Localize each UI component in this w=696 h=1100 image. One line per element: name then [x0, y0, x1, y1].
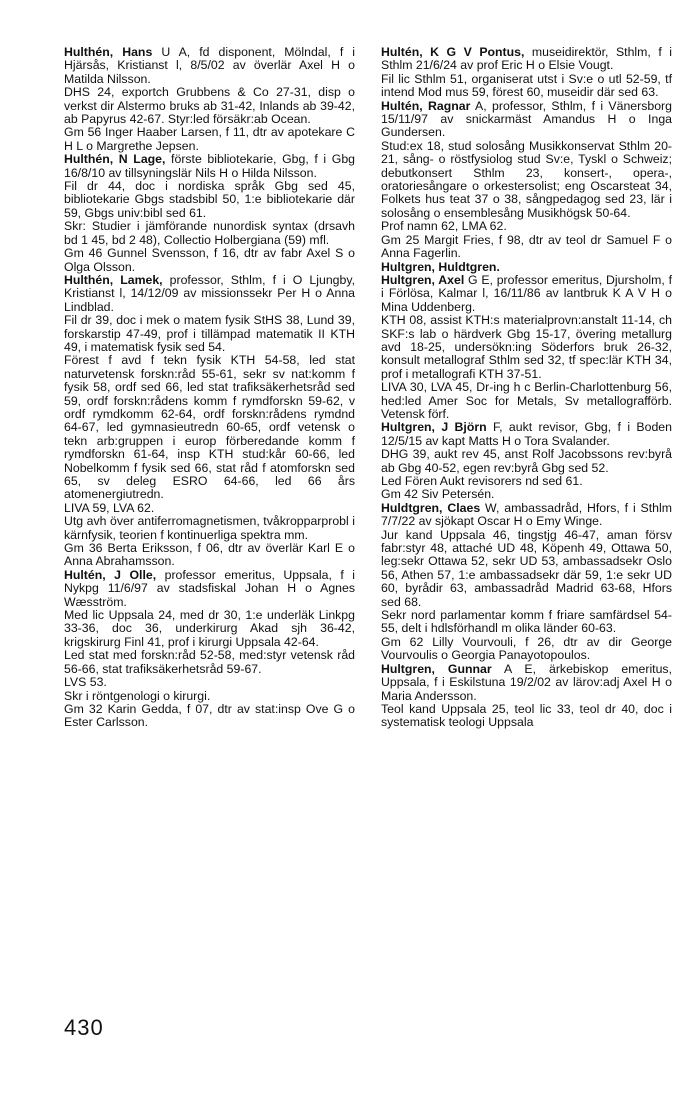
- entry-text: A, professor, Sthlm, f i Vänersborg 15/11/97 av snickarmäst Amandus H o Inga Gundersen.: [381, 98, 672, 140]
- entry-text: Utg avh över antiferromagnetismen, tvåkropparprobl i kärnfysik, teorien f kontinuerliga spektra mm.: [64, 514, 355, 542]
- entry-detail-paragraph: [64, 676, 355, 689]
- entry-text: LIVA 59, LVA 62.: [64, 500, 155, 515]
- entry-name: Hultén, K G V Pontus,: [381, 45, 525, 59]
- entry-detail-paragraph: [381, 381, 672, 421]
- entry-detail-paragraph: [64, 126, 355, 153]
- entry-text: Led stat med forskn:råd 52-58, med:styr vetensk råd 56-66, stat trafiksäkerhetsråd 59-67.: [64, 648, 355, 676]
- entry-detail-paragraph: [64, 703, 355, 730]
- entry-name: Hulthén, N Lage,: [64, 152, 166, 167]
- entry-text: förste bibliotekarie, Gbg, f i Gbg 16/8/10 av tillsyningslär Nils H o Hilda Nilsson.: [64, 152, 356, 180]
- entry-text: LVS 53.: [64, 675, 107, 690]
- entry-text: professor, Sthlm, f i O Ljungby, Kristianst l, 14/12/09 av missionssekr Per H o Anna Lindblad.: [64, 272, 355, 314]
- entry-text: Gm 32 Karin Gedda, f 07, dtr av stat:insp Ove G o Ester Carlsson.: [64, 701, 355, 730]
- entry-text: Fil lic Sthlm 51, organiserat utst i Sv:e o utl 52-59, tf intend Mod mus 59, förest 60, museidir där sed 63.: [381, 71, 672, 100]
- left-column: [64, 46, 355, 730]
- entry-text: Prof namn 62, LMA 62.: [381, 219, 507, 234]
- entry-text: Gm 36 Berta Eriksson, f 06, dtr av överlär Karl E o Anna Abrahamsson.: [64, 541, 355, 569]
- entry-name: Hultgren, Axel: [381, 272, 465, 287]
- entry-text: museidirektör, Sthlm, f i Sthlm 21/6/24 av prof Eric H o Elsie Vougt.: [381, 45, 672, 73]
- entry-text: Med lic Uppsala 24, med dr 30, 1:e underläk Linkpg 33-36, doc 36, underkirurg Akad sjh 36-42, krigskirurg Finl 41, prof i kirurgi Uppsala 42-64.: [64, 608, 355, 649]
- entry-paragraph: [381, 46, 672, 73]
- entry-paragraph: [64, 274, 355, 314]
- entry-text: KTH 08, assist KTH:s materialprovn:anstalt 11-14, ch SKF:s lab o härdverk Gbg 15-17, övering metallurg avd 18-25, undersökn:ing Söderfors bruk 26-32, konsult metallograf Sthlm sed 32, tf spec:lär KTH 34, prof i metallografi KTH 37-51.: [381, 313, 672, 381]
- entry-text: Stud:ex 18, stud solosång Musikkonservat Sthlm 20-21, sång- o röstfysiolog stud Sv:e, Tyskl o Schweiz; debutkonsert Sthlm 23, konsert-, opera-, oratoriesångare o orkestersolist; eng Oscarsteat 34, Folkets hus teat 37 o 38, sångpedagog sed 23, lär i solosång o ensemblesång Musikhögsk 50-64.: [381, 138, 672, 220]
- entry-detail-paragraph: [381, 636, 672, 663]
- entry-text: Skr i röntgenologi o kirurgi.: [64, 688, 211, 703]
- entry-text: Förest f avd f tekn fysik KTH 54-58, led stat naturvetensk forskn:råd 55-61, sekr sv nat:komm f fysik 58, ordf sed 66, led stat trafiksäkerhetsråd sed 59, ordf forskn:rådens komm f rymdforskn 59-62, v ordf rymdkomm 62-64, ordf forskn:rådens rymdnd 64-67, led gymnasieutredn 60-65, ordf vetensk o tekn arb:gruppen i europ förberedande komm f rymdforskn 61-64, insp KTH stud:kår 60-66, led Nobelkomm f fysik sed 66, stat råd f atomforskn sed 65, sv deleg ESRO 64-66, led 66 års atomenergiutredn.: [64, 353, 355, 502]
- entry-detail-paragraph: [381, 609, 672, 636]
- entry-detail-paragraph: [64, 220, 355, 247]
- entry-name: Huldtgren, Claes: [381, 500, 481, 515]
- entry-text: Gm 25 Margit Fries, f 98, dtr av teol dr Samuel F o Anna Fagerlin.: [381, 232, 672, 261]
- entry-detail-paragraph: [64, 86, 355, 126]
- entry-text: Led Fören Aukt revisorers nd sed 61.: [381, 474, 583, 488]
- entry-detail-paragraph: [64, 542, 355, 569]
- entry-detail-paragraph: [64, 609, 355, 649]
- entry-paragraph: [64, 46, 355, 86]
- entry-detail-paragraph: [64, 690, 355, 703]
- entry-detail-paragraph: [381, 220, 672, 233]
- entry-text: Fil dr 39, doc i mek o matem fysik StHS 38, Lund 39, forskarstip 47-49, prof i tillämpad matematik II KTH 49, i matematisk fysik sed 54.: [64, 313, 355, 354]
- entry-paragraph: [381, 100, 672, 140]
- entry-text: G E, professor emeritus, Djursholm, f i Förlösa, Kalmar l, 16/11/86 av lantbruk K A V H o Mina Uddenberg.: [381, 272, 672, 314]
- entry-text: DHG 39, aukt rev 45, anst Rolf Jacobssons rev:byrå ab Gbg 40-52, egen rev:byrå Gbg sed 52.: [381, 447, 672, 475]
- entry-name: Hulthén, Hans: [64, 45, 153, 59]
- entry-text: U A, fd disponent, Mölndal, f i Hjärsås, Kristianst l, 8/5/02 av överlär Axel H o Matilda Nilsson.: [64, 45, 355, 86]
- entry-name: Hultén, J Olle,: [64, 567, 157, 582]
- entry-detail-paragraph: [381, 703, 672, 730]
- entry-name: Hulthén, Lamek,: [64, 272, 163, 287]
- entry-text: F, aukt revisor, Gbg, f i Boden 12/5/15 av kapt Matts H o Tora Svalander.: [381, 420, 672, 448]
- entry-text: Gm 46 Gunnel Svensson, f 16, dtr av fabr Axel S o Olga Olsson.: [64, 246, 355, 274]
- entry-detail-paragraph: [64, 515, 355, 542]
- entry-text: Jur kand Uppsala 46, tingstjg 46-47, aman försv fabr:styr 48, attaché UD 48, Köpenh 49, Ottawa 50, leg:sekr Ottawa 52, sekr UD 53, ambassadsekr Oslo 56, Athen 57, 1:e ambassadsekr där 59, 1:e sekr UD 60, byrådir 63, ambassadråd Madrid 63-68, Hfors sed 68.: [381, 527, 672, 609]
- entry-paragraph: [381, 663, 672, 703]
- entry-detail-paragraph: [64, 247, 355, 274]
- entry-text: professor emeritus, Uppsala, f i Nykpg 11/6/97 av stadsfiskal Johan H o Agnes Wæsström.: [64, 567, 356, 609]
- entry-paragraph: [64, 153, 355, 180]
- entry-detail-paragraph: [381, 314, 672, 381]
- entry-detail-paragraph: [381, 73, 672, 100]
- entry-text: DHS 24, exportch Grubbens & Co 27-31, disp o verkst dir Alstermo bruks ab 31-42, Inlands ab 39-42, ab Papyrus 42-67. Styr:led försäkr:ab Ocean.: [64, 85, 355, 127]
- entry-detail-paragraph: [381, 448, 672, 475]
- entry-text: Gm 62 Lilly Vourvouli, f 26, dtr av dir George Vourvoulis o Georgia Panayotopoulos.: [381, 634, 672, 663]
- entry-text: W, ambassadråd, Hfors, f i Sthlm 7/7/22 av sjökapt Oscar H o Emy Winge.: [381, 500, 672, 529]
- entry-text: A E, ärkebiskop emeritus, Uppsala, f i Eskilstuna 19/2/02 av lärov:adj Axel H o Maria Andersson.: [381, 661, 672, 703]
- entry-paragraph: [64, 569, 355, 609]
- entry-paragraph: [381, 274, 672, 314]
- entry-detail-paragraph: [64, 314, 355, 354]
- entry-text: Skr: Studier i jämförande nunordisk syntax (drsavh bd 1 45, bd 2 48), Collectio Holbergiana (59) mfl.: [64, 219, 355, 247]
- page-number: 430: [64, 1015, 104, 1040]
- entry-detail-paragraph: [64, 180, 355, 220]
- entry-name: Hultgren, Gunnar: [381, 661, 492, 676]
- entry-name: Hultén, Ragnar: [381, 98, 471, 113]
- entry-text: Fil dr 44, doc i nordiska språk Gbg sed 45, bibliotekarie Gbgs stadsbibl 50, 1:e bibliotekarie där 59, Gbgs univ:bibl sed 61.: [64, 179, 355, 220]
- entry-text: LIVA 30, LVA 45, Dr-ing h c Berlin-Charlottenburg 56, hed:led Amer Soc for Metals, Sv metallografförb. Vetensk förf.: [381, 380, 672, 421]
- entry-text: Gm 56 Inger Haaber Larsen, f 11, dtr av apotekare C H L o Margrethe Jepsen.: [64, 125, 355, 153]
- entry-detail-paragraph: [64, 649, 355, 676]
- entry-detail-paragraph: [64, 354, 355, 501]
- entry-text: Teol kand Uppsala 25, teol lic 33, teol dr 40, doc i systematisk teologi Uppsala: [381, 701, 672, 730]
- entry-name: Hultgren, Huldtgren.: [381, 259, 500, 274]
- entry-text: Gm 42 Siv Petersén.: [381, 487, 495, 502]
- entry-name: Hultgren, J Björn: [381, 420, 487, 435]
- entry-detail-paragraph: [381, 529, 672, 609]
- entry-detail-paragraph: [381, 234, 672, 261]
- right-column: [381, 46, 672, 730]
- entry-detail-paragraph: [381, 475, 672, 488]
- entry-paragraph: [381, 502, 672, 529]
- entry-detail-paragraph: [64, 502, 355, 515]
- entry-detail-paragraph: [381, 140, 672, 220]
- entry-detail-paragraph: [381, 488, 672, 501]
- entry-paragraph: [381, 421, 672, 448]
- entry-paragraph: [381, 261, 672, 274]
- entry-text: Sekr nord parlamentar komm f friare samfärdsel 54-55, delt i hdlsförhandl m olika länder 60-63.: [381, 608, 672, 636]
